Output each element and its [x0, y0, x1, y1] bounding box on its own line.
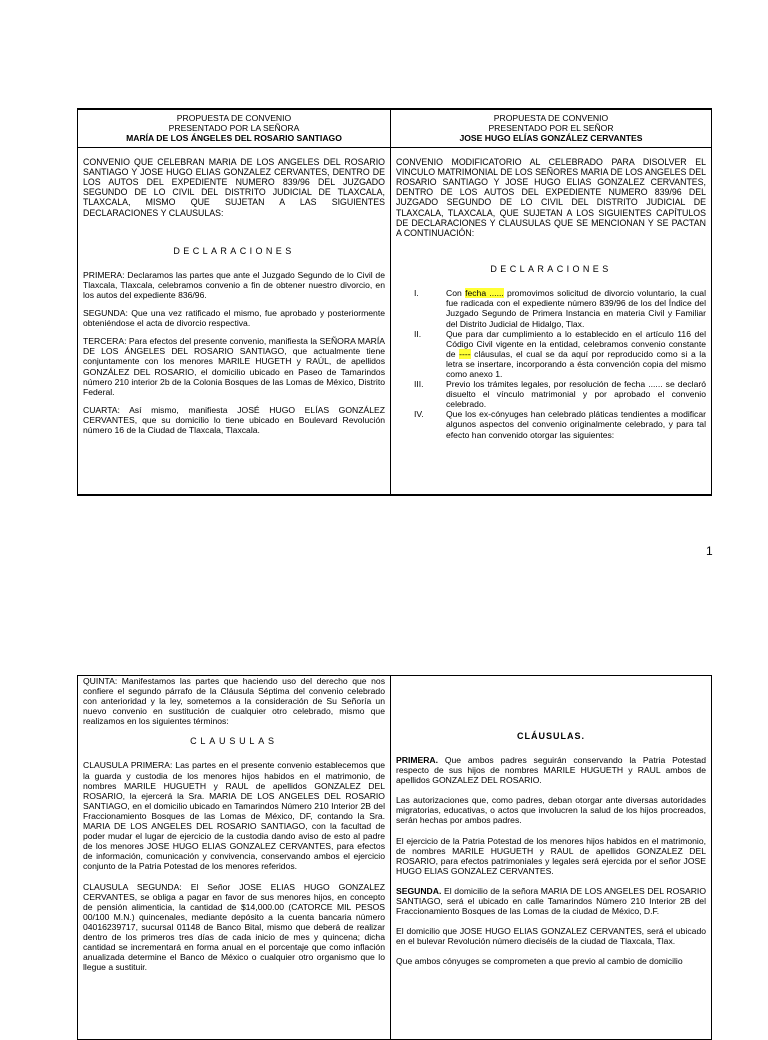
clause-label: PRIMERA. — [396, 755, 439, 765]
highlighted-text: ---- — [459, 348, 471, 359]
table-body-row — [78, 147, 712, 495]
left-declaracion-segunda: SEGUNDA: Que una vez ratificado el mismo, fue aprobado y posteriormente obteniéndose el acta de divorcio respectiva. — [83, 308, 385, 329]
left-clausulas-title: CLAUSULAS — [190, 736, 278, 747]
list-item — [396, 409, 706, 439]
clause-text: El ejercicio de la Patria Potestad de los menores hijos habidos en el matrimonio, de nombres MARILE HUGUETH y RAUL de apellidos GONZALEZ DEL ROSARIO, para efectos patrimoniales y legales será ejercida por el señor JOSE HUGO ELIAS GONZALEZ CERVANTES. — [396, 835, 706, 876]
list-item — [396, 329, 706, 379]
right-column-body — [391, 147, 712, 495]
right-clausula-paragraph — [396, 926, 706, 946]
left-clausula-segunda: CLAUSULA SEGUNDA: El Señor JOSE ELIAS HUGO GONZALEZ CERVANTES, se obliga a pagar en favor de sus menores hijos, en concepto de pensión alimenticia, la cantidad de $14,000.00 (CATORCE MIL PESOS 00/100 M.N.) quincenales, mediante depósito a la cuenta bancaria número 04016239717, sucursal 01148 de Banco Bital, mismo que deberá de realizar dentro de los primeros tres días de cada inicio de mes y quincena; dicha cantidad se incrementará en forma anual en el porcentaje que como inflación anualizada determine el Banco de México o cualquier otro organismo que lo llegue a sustituir. — [83, 881, 385, 973]
left-declaracion-cuarta: CUARTA: Así mismo, manifiesta JOSÉ HUGO ELÍAS GONZÁLEZ CERVANTES, que su domicilio lo tiene ubicado en Boulevard Revolución número 16 de la Ciudad de Tlaxcala, Tlaxcala. — [83, 404, 385, 436]
left-clausula-primera: CLAUSULA PRIMERA: Las partes en el presente convenio establecemos que la guarda y custodia de los menores hijos habidos en el matrimonio, de nombres MARILE HUGUETH y RAUL de apellidos GONZALEZ DEL ROSARIO, la ejercerá la Sra. MARIA DE LOS ANGELES DEL ROSARIO SANTIAGO, en el domicilio ubicado en Tamarindos Número 210 Interior 2B del Fraccionamiento Bosques de las Lomas de México, DF, contando la Sra. MARIA DE LOS ANGELES DEL ROSARIO SANTIAGO, con la facultad de poder mudar el lugar de ejercicio de la custodia dando aviso de esto al padre de los menores JOSE HUGO ELIAS GONZALEZ CERVANTES, para efectos de información, comunicación y convivencia, conservando ambos el ejercicio conjunto de la Patria Potestad de los menores referidos. — [83, 760, 385, 872]
list-item — [396, 288, 706, 328]
right-clausula-paragraph — [396, 836, 706, 876]
clause-text: El domicilio que JOSE HUGO ELIAS GONZALEZ CERVANTES, será el ubicado en el bulevar Revolución número dieciséis de la ciudad de Tlaxcala, Tlax. — [396, 926, 706, 947]
list-item-text — [446, 288, 706, 328]
left-column-body — [78, 676, 391, 1040]
text-segment: Con — [446, 288, 466, 299]
list-item-number: IV. — [414, 409, 424, 420]
clause-text: Las autorizaciones que, como padres, deban otorgar ante diversas autoridades migratorias, educativas, o actos que involucren la salud de los hijos procreados, serán hechas por ambos padres. — [396, 795, 706, 826]
right-column-body — [391, 676, 712, 1040]
right-declaraciones-title: DECLARACIONES — [490, 264, 612, 275]
document-page-2 — [0, 560, 768, 1024]
clause-label: SEGUNDA. — [396, 885, 442, 896]
right-clausula-paragraph — [396, 755, 706, 785]
list-item-text — [446, 329, 706, 379]
clause-text: El domicilio de la señora MARIA DE LOS ANGELES DEL ROSARIO SANTIAGO, será el ubicado en calle Tamarindos Número 210 Interior 2B del Fraccionamiento Bosques de las Lomas de la ciudad de México, D.F. — [396, 885, 706, 917]
right-declaraciones-list — [396, 288, 706, 439]
right-header-name: JOSE HUGO ELÍAS GONZÁLEZ CERVANTES — [459, 133, 643, 144]
text-segment: Que los ex-cónyuges han celebrado pláticas tendientes a modificar algunos aspectos del convenio originalmente celebrado, y para tal efecto han convenido otorgar las siguientes: — [446, 409, 706, 440]
left-intro: CONVENIO QUE CELEBRAN MARIA DE LOS ANGELES DEL ROSARIO SANTIAGO Y JOSE HUGO ELIAS GONZALEZ CERVANTES, DENTRO DE LOS AUTOS DEL EXPEDIENTE NUMERO 839/96 DEL JUZGADO SEGUNDO DE LO CIVIL DEL DISTRITO JUDICIAL DE TLAXCALA, TLAXCALA, MISMO QUE SUJETAN A LAS SIGUIENTES DECLARACIONES Y CLAUSULAS: — [83, 156, 385, 218]
left-column-body — [78, 147, 391, 495]
left-header-line-2: PRESENTADO POR LA SEÑORA — [168, 123, 300, 134]
text-segment: cláusulas, el cual se da aquí por reproducido como si a la letra se insertare, incorporando a ésta convención copia del mismo como anexo 1. — [446, 348, 706, 379]
left-declaracion-primera: PRIMERA: Declaramos las partes que ante el Juzgado Segundo de lo Civil de Tlaxcala, Tlaxcala, celebramos convenio a fin de obtener nuestro divorcio, en los autos del expediente 836/96. — [83, 269, 385, 301]
list-item-number: II. — [414, 328, 422, 339]
right-header-line-1: PROPUESTA DE CONVENIO — [493, 113, 609, 123]
left-declaracion-tercera: TERCERA: Para efectos del presente convenio, manifiesta la SEÑORA MARÍA DE LOS ÁNGELES DEL ROSARIO SANTIAGO, que actualmente tiene conjuntamente con los menores MARILE HUGETH y RAÚL, de apellidos GONZÁLEZ DEL ROSARIO, el domicilio ubicado en Paseo de Tamarindos número 210 interior 2b de la Colonia Bosques de las Lomas de México, Distrito Federal. — [83, 336, 385, 397]
text-segment: promovimos solicitud de divorcio voluntario, la cual fue radicada con el expediente número 839/96 de los del Índice del Juzgado Segundo de Primera Instancia en materia Civil y Familiar del Distrito Judicial de Hidalgo, Tlax. — [446, 288, 706, 329]
list-item-text — [446, 379, 706, 409]
right-header-line-2: PRESENTADO POR EL SEÑOR — [488, 123, 614, 134]
left-declaracion-quinta: QUINTA: Manifestamos las partes que haciendo uso del derecho que nos confiere el segundo párrafo de la Cláusula Séptima del convenio celebrado con anterioridad y la ley, sometemos a la consideración de Su Señoría un nuevo convenio en sustitución de cualquier otro celebrado, mismo que realizamos en los siguientes términos: — [83, 676, 385, 727]
left-column-header — [78, 109, 391, 147]
left-declaraciones-title: DECLARACIONES — [173, 245, 295, 256]
text-segment: Que para dar cumplimiento a lo establecido en el artículo 116 del Código Civil vigente en la entidad, celebramos convenio constante de — [446, 328, 706, 359]
list-item-number: III. — [414, 379, 424, 390]
right-clausula-paragraph — [396, 795, 706, 825]
comparison-table-page-1 — [77, 108, 712, 496]
page-number: 1 — [706, 544, 713, 558]
clause-text: Que ambos padres seguirán conservando la Patria Potestad respecto de sus hijos de nombres MARILE HUGUETH y RAUL ambos de apellidos GONZALEZ DEL ROSARIO. — [396, 755, 706, 786]
list-item — [396, 379, 706, 409]
right-clausulas-title: CLÁUSULAS. — [517, 731, 585, 741]
highlighted-text: fecha ...... — [465, 288, 504, 299]
left-header-line-1: PROPUESTA DE CONVENIO — [176, 113, 292, 123]
right-clausula-paragraph — [396, 956, 706, 966]
table-header-row — [78, 109, 712, 147]
list-item-text — [446, 409, 706, 439]
list-item-number: I. — [414, 288, 419, 299]
right-clausula-paragraph — [396, 886, 706, 916]
comparison-table-page-2 — [77, 675, 712, 1040]
clause-text: Que ambos cónyuges se comprometen a que previo al cambio de domicilio — [396, 956, 683, 967]
right-column-header — [391, 109, 712, 147]
right-intro: CONVENIO MODIFICATORIO AL CELEBRADO PARA DISOLVER EL VINCULO MATRIMONIAL DE LOS SEÑORES MARIA DE LOS ANGELES DEL ROSARIO SANTIAGO Y JOSE HUGO ELIAS GONZALEZ CERVANTES, DENTRO DE LOS AUTOS DEL EXPEDIENTE NUMERO 839/96 DEL JUZGADO SEGUNDO DE LO CIVIL DEL DISTRITO JUDICIAL DE TLAXCALA, TLAXCALA, QUE SUJETAN A LOS SIGUIENTES CAPÍTULOS DE DECLARACIONES Y CLAUSULAS QUE SE MENCIONAN Y SE PACTAN A CONTINUACIÓN: — [396, 156, 706, 239]
text-segment: Previo los trámites legales, por resolución de fecha ...... se declaró disuelto el vínculo matrimonial y por aprobado el convenio celebrado. — [446, 379, 706, 410]
table-body-row — [78, 676, 712, 1040]
left-header-name: MARÍA DE LOS ÁNGELES DEL ROSARIO SANTIAGO — [126, 133, 342, 144]
